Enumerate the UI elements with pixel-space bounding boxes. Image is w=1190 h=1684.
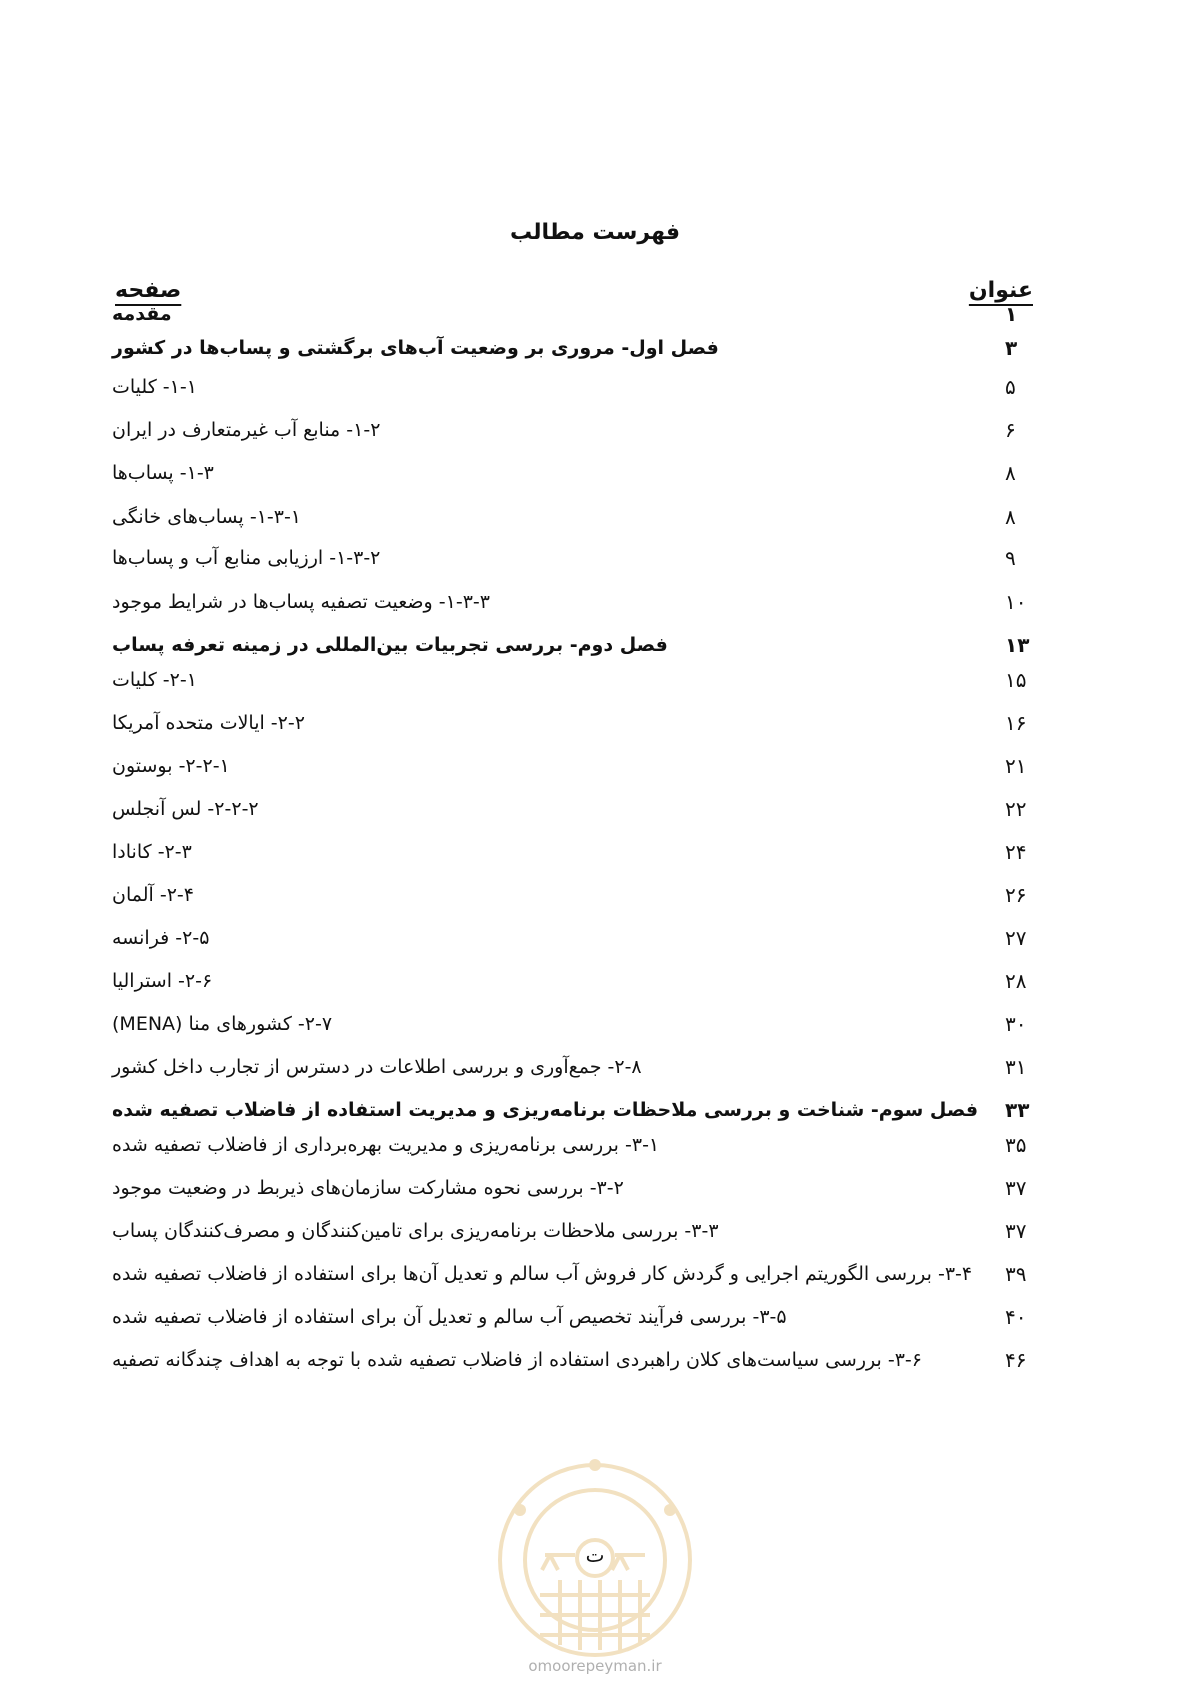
toc-entry[interactable]: [112, 456, 1033, 490]
toc-entry[interactable]: [112, 628, 1033, 662]
toc-entry-page: ۴۰: [1005, 1305, 1027, 1329]
toc-entry-page: ۳۷: [1005, 1176, 1027, 1200]
toc-entry[interactable]: [112, 1343, 1033, 1377]
toc-entry-title: ۲-۲-۱- بوستون: [112, 755, 230, 777]
toc-entry-page: ۳۹: [1005, 1262, 1027, 1286]
toc-entry-page: ۳۳: [1005, 1098, 1030, 1122]
toc-entry-page: ۱۰: [1005, 590, 1027, 614]
toc-entry-page: ۲۶: [1005, 883, 1027, 907]
toc-entry[interactable]: [112, 1093, 1033, 1127]
toc-entry-page: ۹: [1005, 546, 1016, 570]
toc-entry[interactable]: [112, 331, 1033, 365]
toc-entry-page: ۳۱: [1005, 1055, 1027, 1079]
toc-entry[interactable]: [112, 921, 1033, 955]
toc-entry[interactable]: [112, 835, 1033, 869]
toc-entry-title: ۲-۷- کشورهای منا (MENA): [112, 1013, 333, 1035]
toc-entry-title: ۱-۱- کلیات: [112, 376, 197, 398]
toc-entry-title: ۲-۶- استرالیا: [112, 970, 213, 992]
toc-entry-title: ۳-۶- بررسی سیاست‌های کلان راهبردی استفاده از فاضلاب تصفیه شده با توجه به اهداف چندگانه تصفیه: [112, 1349, 922, 1371]
toc-entry-title: ۱-۲- منابع آب غیرمتعارف در ایران: [112, 419, 381, 441]
toc-entry-title: ۳-۱- بررسی برنامه‌ریزی و مدیریت بهره‌برداری از فاضلاب تصفیه شده: [112, 1134, 660, 1156]
toc-entry-page: ۲۸: [1005, 969, 1027, 993]
toc-entry-title: ۱-۳- پساب‌ها: [112, 462, 214, 484]
column-header-page: صفحه: [115, 278, 182, 303]
toc-entry-page: ۳۷: [1005, 1219, 1027, 1243]
toc-entry-title: ۲-۲- ایالات متحده آمریکا: [112, 712, 305, 734]
toc-title: فهرست مطالب: [509, 220, 681, 245]
toc-entry-page: ۲۷: [1005, 926, 1027, 950]
toc-entry[interactable]: [112, 413, 1033, 447]
toc-entry-title: ۱-۳-۲- ارزیابی منابع آب و پساب‌ها: [112, 547, 381, 569]
toc-entry[interactable]: [112, 792, 1033, 826]
toc-entry-page: ۲۱: [1005, 754, 1027, 778]
toc-entry-page: ۳۰: [1005, 1012, 1027, 1036]
toc-entry-title: ۲-۴- آلمان: [112, 884, 194, 906]
column-header-title: عنوان: [968, 278, 1033, 303]
toc-entry[interactable]: [112, 1128, 1033, 1162]
watermark-url: omoorepeyman.ir: [528, 1657, 662, 1675]
toc-entry-title: ۲-۸- جمع‌آوری و بررسی اطلاعات در دسترس از تجارب داخل کشور: [112, 1056, 642, 1078]
toc-entry-title: ۱-۳-۳- وضعیت تصفیه پساب‌ها در شرایط موجود: [112, 591, 490, 613]
toc-entry[interactable]: [112, 1171, 1033, 1205]
toc-entry-page: ۴۶: [1005, 1348, 1027, 1372]
toc-entry-title: ۳-۵- بررسی فرآیند تخصیص آب سالم و تعدیل آن برای استفاده از فاضلاب تصفیه شده: [112, 1306, 787, 1328]
toc-entry-page: ۸: [1005, 505, 1016, 529]
toc-entry-page: ۲۴: [1005, 840, 1027, 864]
toc-entry[interactable]: [112, 500, 1033, 534]
toc-entry-page: ۳: [1005, 336, 1018, 360]
toc-entry-title: ۲-۳- کانادا: [112, 841, 192, 863]
toc-entry[interactable]: [112, 706, 1033, 740]
toc-entry-page: ۶: [1005, 418, 1016, 442]
toc-entry[interactable]: [112, 541, 1033, 575]
toc-entry-title: مقدمه: [112, 303, 172, 325]
toc-entry-title: ۲-۲-۲- لس آنجلس: [112, 798, 259, 820]
toc-entry-page: ۱: [1005, 302, 1018, 326]
toc-entry[interactable]: [112, 1050, 1033, 1084]
toc-entry[interactable]: [112, 663, 1033, 697]
toc-entry[interactable]: [112, 1257, 1033, 1291]
toc-entry-title: ۱-۳-۱- پساب‌های خانگی: [112, 506, 302, 528]
toc-entry[interactable]: [112, 297, 1033, 331]
toc-entry-page: ۸: [1005, 461, 1016, 485]
toc-entry-title: فصل دوم- بررسی تجربیات بین‌المللی در زمینه تعرفه پساب: [112, 634, 668, 656]
toc-entry[interactable]: [112, 878, 1033, 912]
toc-entry-title: ۳-۴- بررسی الگوریتم اجرایی و گردش کار فروش آب سالم و تعدیل آن‌ها برای استفاده از فاضلاب تصفیه شده: [112, 1263, 973, 1285]
toc-entry[interactable]: [112, 749, 1033, 783]
toc-entry-page: ۱۵: [1005, 668, 1027, 692]
toc-entry-page: ۵: [1005, 375, 1016, 399]
toc-entry-page: ۳۵: [1005, 1133, 1027, 1157]
toc-entry[interactable]: [112, 1300, 1033, 1334]
toc-entry-page: ۱۳: [1005, 633, 1030, 657]
toc-entry[interactable]: [112, 1214, 1033, 1248]
toc-entry[interactable]: [112, 370, 1033, 404]
toc-entry-title: ۳-۳- بررسی ملاحظات برنامه‌ریزی برای تامین‌کنندگان و مصرف‌کنندگان پساب: [112, 1220, 719, 1242]
toc-entry-title: ۲-۵- فرانسه: [112, 927, 210, 949]
footer-page-number: ت: [585, 1543, 605, 1567]
toc-entry[interactable]: [112, 964, 1033, 998]
toc-entry-page: ۲۲: [1005, 797, 1027, 821]
toc-entry-title: فصل اول- مروری بر وضعیت آب‌های برگشتی و پساب‌ها در کشور: [112, 337, 719, 359]
toc-entry-title: فصل سوم- شناخت و بررسی ملاحظات برنامه‌ریزی و مدیریت استفاده از فاضلاب تصفیه شده: [112, 1099, 979, 1121]
toc-entry[interactable]: [112, 585, 1033, 619]
toc-entry-title: ۳-۲- بررسی نحوه مشارکت سازمان‌های ذیربط در وضعیت موجود: [112, 1177, 624, 1199]
toc-entry[interactable]: [112, 1007, 1033, 1041]
toc-entry-title: ۲-۱- کلیات: [112, 669, 197, 691]
toc-entry-page: ۱۶: [1005, 711, 1027, 735]
